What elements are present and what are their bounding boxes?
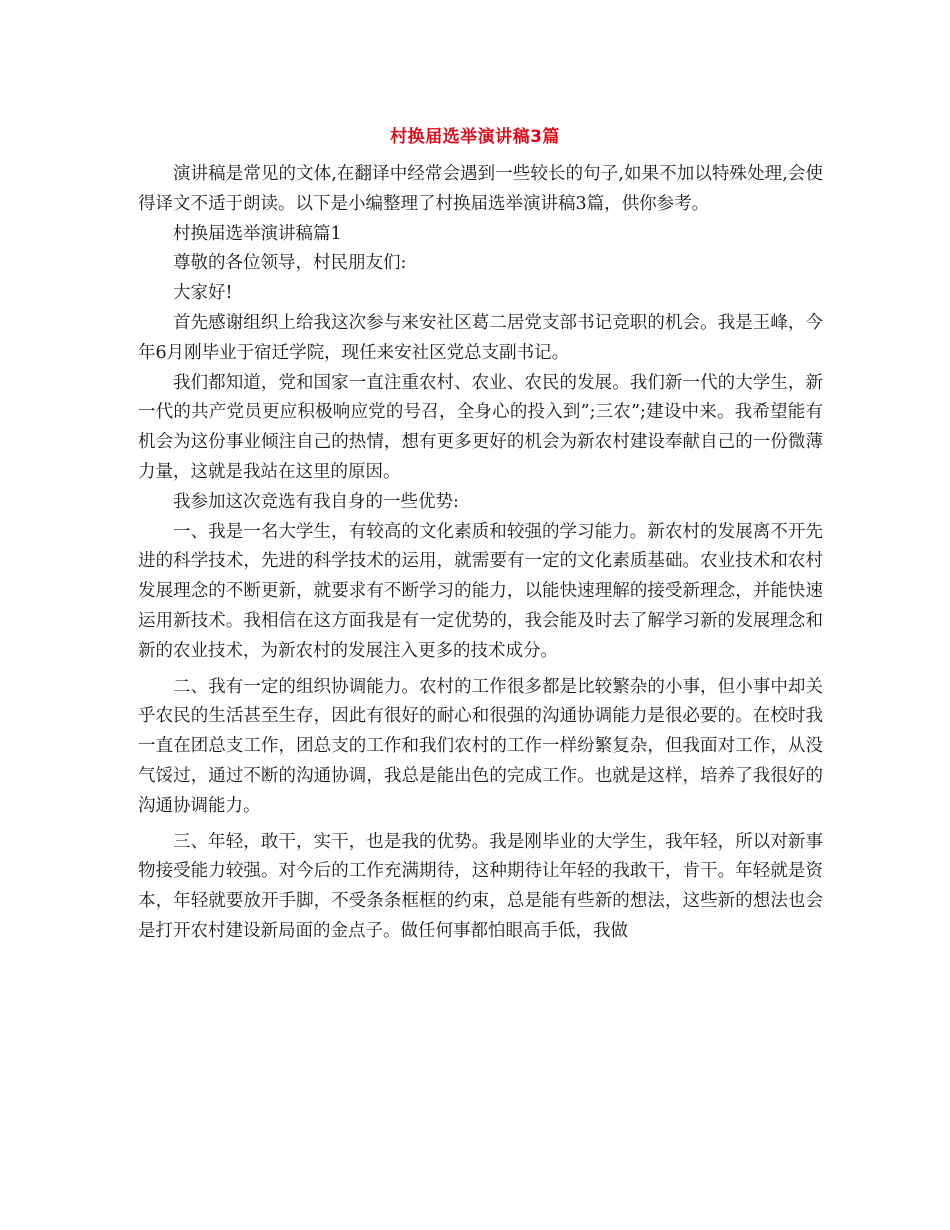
- paragraph-greeting: 大家好!: [173, 283, 233, 304]
- paragraph-advantages-intro: 我参加这次竞选有我自身的一些优势:: [173, 491, 459, 512]
- paragraph-section-heading: 村换届选举演讲稿篇1: [173, 223, 342, 244]
- document-body: [138, 160, 823, 947]
- paragraph-advantage-2: 二、我有一定的组织协调能力。农村的工作很多都是比较繁杂的小事，但小事中却关乎农民的生活甚至生存，因此有很好的耐心和很强的沟通协调能力是很必要的。在校时我一直在团总支工作，团总支的工作和我们农村的工作一样纷繁复杂，但我面对工作，从没气馁过，通过不断的沟通协调，我总是能出色的完成工作。也就是这样，培养了我很好的沟通协调能力。: [138, 676, 823, 816]
- paragraph-motivation: 我们都知道，党和国家一直注重农村、农业、农民的发展。我们新一代的大学生，新一代的共产党员更应积极响应党的号召，全身心的投入到”;三农”;建设中来。我希望能有机会为这份事业倾注自己的热情，想有更多更好的机会为新农村建设奉献自己的一份微薄力量，这就是我站在这里的原因。: [138, 372, 823, 482]
- paragraph-advantage-1: 一、我是一名大学生，有较高的文化素质和较强的学习能力。新农村的发展离不开先进的科学技术，先进的科学技术的运用，就需要有一定的文化素质基础。农业技术和农村发展理念的不断更新，就要求有不断学习的能力，以能快速理解的接受新理念，并能快速运用新技术。我相信在这方面我是有一定优势的，我会能及时去了解学习新的发展理念和新的农业技术，为新农村的发展注入更多的技术成分。: [138, 521, 823, 661]
- paragraph-thanks: 首先感谢组织上给我这次参与来安社区葛二居党支部书记竞职的机会。我是王峰，今年6月刚毕业于宿迁学院，现任来安社区党总支副书记。: [138, 312, 823, 363]
- paragraph-intro: 演讲稿是常见的文体,在翻译中经常会遇到一些较长的句子,如果不加以特殊处理,会使得译文不适于朗读。以下是小编整理了村换届选举演讲稿3篇，供你参考。: [138, 164, 823, 214]
- paragraph-advantage-3: 三、年轻，敢干，实干，也是我的优势。我是刚毕业的大学生，我年轻，所以对新事物接受能力较强。对今后的工作充满期待，这种期待让年轻的我敢干，肯干。年轻就是资本，年轻就要放开手脚，不受条条框框的约束，总是能有些新的想法，这些新的想法也会是打开农村建设新局面的金点子。做任何事都怕眼高手低，我做: [138, 831, 823, 941]
- paragraph-salutation: 尊敬的各位领导，村民朋友们:: [173, 253, 407, 274]
- document-title: 村换届选举演讲稿3篇: [390, 127, 560, 147]
